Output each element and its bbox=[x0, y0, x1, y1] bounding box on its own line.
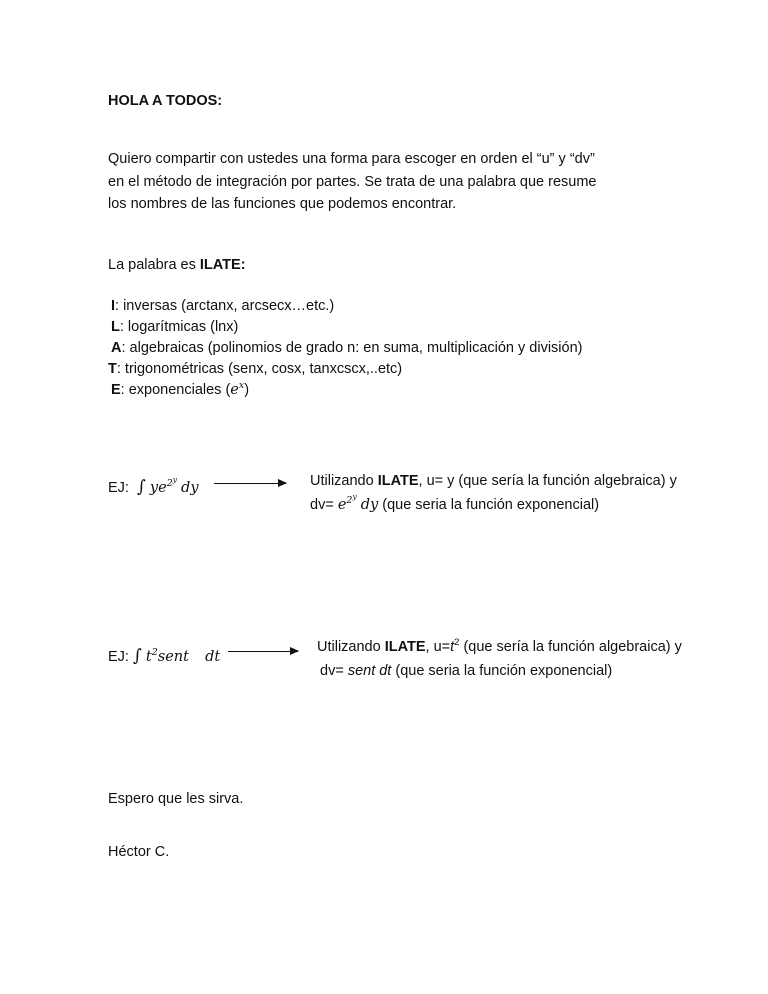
math-y: y bbox=[149, 480, 159, 496]
text: (que seria la función exponencial) bbox=[391, 663, 613, 679]
ilate-bold: ILATE bbox=[377, 473, 419, 489]
example1-line1 bbox=[310, 469, 677, 493]
math-dy: dy bbox=[181, 480, 199, 496]
example2-formula bbox=[108, 646, 220, 666]
text: (que sería la función algebraica) y bbox=[459, 639, 682, 655]
example1-formula bbox=[108, 477, 199, 497]
arrow-right-icon bbox=[228, 651, 298, 652]
ilate-letter: L bbox=[111, 319, 120, 335]
integral-sign: ∫ bbox=[132, 646, 142, 666]
arrow-right-icon bbox=[214, 483, 286, 484]
math-exp: 2 bbox=[346, 495, 353, 506]
example2-line1 bbox=[317, 635, 682, 659]
word-line bbox=[108, 257, 246, 273]
ilate-letter: E bbox=[111, 382, 121, 398]
example1-line2 bbox=[310, 493, 677, 517]
text: (que seria la función exponencial) bbox=[378, 497, 600, 513]
ilate-text: : logarítmicas (lnx) bbox=[119, 319, 239, 335]
text: Utilizando bbox=[310, 473, 378, 489]
ilate-text: : inversas (arctanx, arcsecx…etc.) bbox=[115, 298, 335, 314]
text: Utilizando bbox=[317, 639, 385, 655]
math-exp: 2 bbox=[166, 478, 173, 489]
ilate-list bbox=[108, 296, 583, 401]
math-dt: dt bbox=[205, 649, 221, 665]
math-exp: 2 bbox=[454, 637, 460, 648]
example1-label: EJ: bbox=[108, 480, 129, 496]
math-dy: dy bbox=[360, 497, 379, 513]
math-exp: x bbox=[238, 380, 245, 391]
ilate-text: : exponenciales ( bbox=[120, 382, 231, 398]
text: , u= bbox=[425, 639, 451, 655]
intro-line: Quiero compartir con ustedes una forma para escoger en orden el “u” y “dv” bbox=[108, 151, 595, 167]
ilate-letter: I bbox=[111, 298, 116, 314]
example2-explanation bbox=[317, 635, 682, 683]
math-t: t bbox=[145, 649, 152, 665]
ilate-close: ) bbox=[244, 382, 250, 398]
text: , u= y (que sería la función algebraica) y bbox=[418, 473, 677, 489]
ilate-item-i bbox=[108, 296, 583, 317]
text: dv= bbox=[320, 663, 348, 679]
ilate-item-e bbox=[108, 380, 583, 401]
intro-line: en el método de integración por partes. Se trata de una palabra que resume bbox=[108, 173, 597, 190]
math-exp-exp: y bbox=[172, 475, 177, 484]
math-e: e bbox=[337, 497, 347, 513]
intro-paragraph bbox=[108, 148, 596, 216]
ilate-letter: A bbox=[111, 340, 122, 356]
word-ilate: ILATE: bbox=[199, 257, 246, 273]
integral-sign: ∫ bbox=[137, 477, 146, 497]
closing-line: Espero que les sirva. bbox=[108, 791, 244, 807]
math-exp-exp: y bbox=[352, 492, 357, 501]
ilate-item-a bbox=[108, 338, 583, 359]
example1-explanation bbox=[310, 469, 677, 517]
math-e: e bbox=[158, 480, 167, 496]
math-exp: 2 bbox=[151, 647, 158, 658]
ilate-bold: ILATE bbox=[384, 639, 426, 655]
word-prefix: La palabra es bbox=[108, 257, 200, 273]
ilate-item-l bbox=[108, 317, 583, 338]
text: dv= bbox=[310, 497, 338, 513]
ilate-letter: T bbox=[108, 361, 117, 377]
example2-label: EJ: bbox=[108, 649, 129, 665]
ilate-item-t bbox=[108, 359, 583, 380]
sent-dt: sent dt bbox=[347, 663, 392, 679]
ilate-text: : trigonométricas (senx, cosx, tanxcscx,..etc) bbox=[116, 361, 403, 377]
math-t: t bbox=[450, 639, 455, 655]
ilate-text: : algebraicas (polinomios de grado n: en suma, multiplicación y división) bbox=[121, 340, 583, 356]
math-sent: sent bbox=[157, 649, 189, 665]
intro-line: los nombres de las funciones que podemos encontrar. bbox=[108, 196, 457, 212]
heading: HOLA A TODOS: bbox=[108, 93, 223, 109]
example2-line2 bbox=[317, 659, 682, 683]
signature: Héctor C. bbox=[108, 844, 170, 860]
math-e: e bbox=[230, 382, 239, 398]
